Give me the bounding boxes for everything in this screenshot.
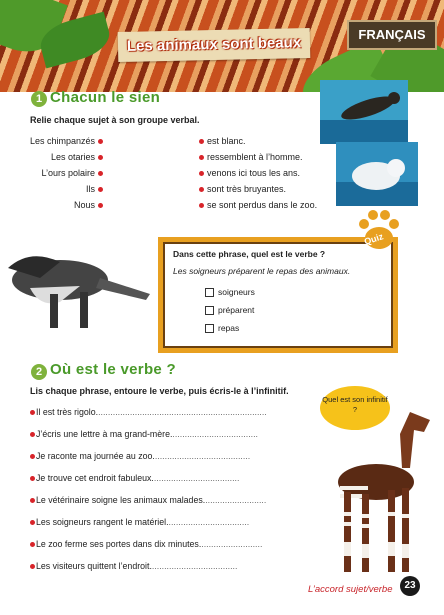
subject-link-dot[interactable] (98, 171, 103, 176)
subject-link-dot[interactable] (98, 155, 103, 160)
quiz-label: Quiz (362, 231, 385, 247)
quiz-option-checkbox[interactable] (205, 288, 214, 297)
exercise-sentence (36, 561, 237, 571)
section-2-title: Où est le verbe ? (50, 361, 176, 378)
exercise-sentence (36, 517, 249, 527)
exercise-sentence (36, 495, 266, 505)
predicate-link-dot[interactable] (199, 171, 204, 176)
quiz-sentence: Les soigneurs préparent le repas des animaux. (173, 266, 351, 276)
page-title: Les animaux sont beaux (126, 34, 302, 55)
subject-tag (347, 20, 437, 50)
subject-item: Les chimpanzés (29, 136, 95, 146)
quiz-option-label: préparent (218, 305, 255, 315)
quiz-option-label: repas (218, 323, 240, 333)
answer-blank[interactable]: ................................... (151, 561, 238, 571)
predicate-link-dot[interactable] (199, 155, 204, 160)
answer-blank[interactable]: ....................................... (154, 451, 251, 461)
answer-blank[interactable]: ................................. (168, 517, 250, 527)
answer-blank[interactable]: ..................................................................... (98, 407, 267, 417)
sentence-text: J’écris une lettre à ma grand-mère. (36, 429, 173, 439)
bullet-dot (30, 432, 35, 437)
section-1-title: Chacun le sien (50, 89, 161, 106)
quiz-option-checkbox[interactable] (205, 324, 214, 333)
page-title-banner (118, 28, 311, 62)
subject-tag-label: FRANÇAIS (358, 27, 426, 42)
subject-item: L’ours polaire (41, 168, 95, 178)
polar-bear-photo (336, 142, 418, 206)
anteater-photo (0, 238, 156, 338)
sentence-text: Les soigneurs rangent le matériel. (36, 517, 169, 527)
footer-topic: L’accord sujet/verbe (308, 584, 393, 595)
sentence-text: Je raconte ma journée au zoo. (36, 451, 155, 461)
answer-blank[interactable]: ................................... (153, 473, 240, 483)
section-2-instruction: Lis chaque phrase, entoure le verbe, puis écris-le à l’infinitif. (30, 386, 289, 396)
quiz-option-checkbox[interactable] (205, 306, 214, 315)
bullet-dot (30, 542, 35, 547)
bullet-dot (30, 520, 35, 525)
quiz-box (158, 237, 398, 353)
sentence-text: Il est très rigolo. (36, 407, 99, 417)
predicate-link-dot[interactable] (199, 139, 204, 144)
subject-item: Nous (73, 200, 95, 210)
subject-link-dot[interactable] (98, 187, 103, 192)
predicate-item: se sont perdus dans le zoo. (207, 200, 318, 210)
section-2-number: 2 (31, 364, 47, 380)
paw-icon (356, 208, 402, 252)
exercise-sentence (36, 451, 250, 461)
subject-link-dot[interactable] (98, 139, 103, 144)
predicate-item: est blanc. (207, 136, 246, 146)
exercise-sentence (36, 473, 239, 483)
bullet-dot (30, 454, 35, 459)
speech-bubble-text: Quel est son infinitif ? (322, 395, 388, 414)
subject-item: Ils (86, 184, 95, 194)
exercise-sentence (36, 407, 267, 417)
exercise-sentence (36, 539, 262, 549)
answer-blank[interactable]: ......................... (205, 495, 267, 505)
bullet-dot (30, 564, 35, 569)
sentence-text: Les visiteurs quittent l’endroit. (36, 561, 152, 571)
okapi-photo (318, 402, 436, 578)
sea-lion-photo (320, 80, 408, 144)
sentence-text: Le vétérinaire soigne les animaux malades. (36, 495, 206, 505)
quiz-question: Dans cette phrase, quel est le verbe ? (173, 249, 326, 259)
exercise-sentence (36, 429, 258, 439)
bullet-dot (30, 410, 35, 415)
predicate-item: sont très bruyantes. (207, 184, 287, 194)
sentence-text: Je trouve cet endroit fabuleux. (36, 473, 154, 483)
predicate-link-dot[interactable] (199, 203, 204, 208)
predicate-item: venons ici tous les ans. (207, 168, 301, 178)
section-1-instruction: Relie chaque sujet à son groupe verbal. (30, 115, 200, 125)
predicate-item: ressemblent à l’homme. (207, 152, 303, 162)
answer-blank[interactable]: ......................... (201, 539, 263, 549)
bullet-dot (30, 476, 35, 481)
quiz-option-label: soigneurs (218, 287, 255, 297)
sentence-text: Le zoo ferme ses portes dans dix minutes. (36, 539, 202, 549)
answer-blank[interactable]: ................................... (172, 429, 258, 439)
page-number: 23 (400, 576, 420, 596)
bullet-dot (30, 498, 35, 503)
subject-item: Les otaries (50, 152, 95, 162)
subject-link-dot[interactable] (98, 203, 103, 208)
predicate-link-dot[interactable] (199, 187, 204, 192)
section-1-number: 1 (31, 91, 47, 107)
